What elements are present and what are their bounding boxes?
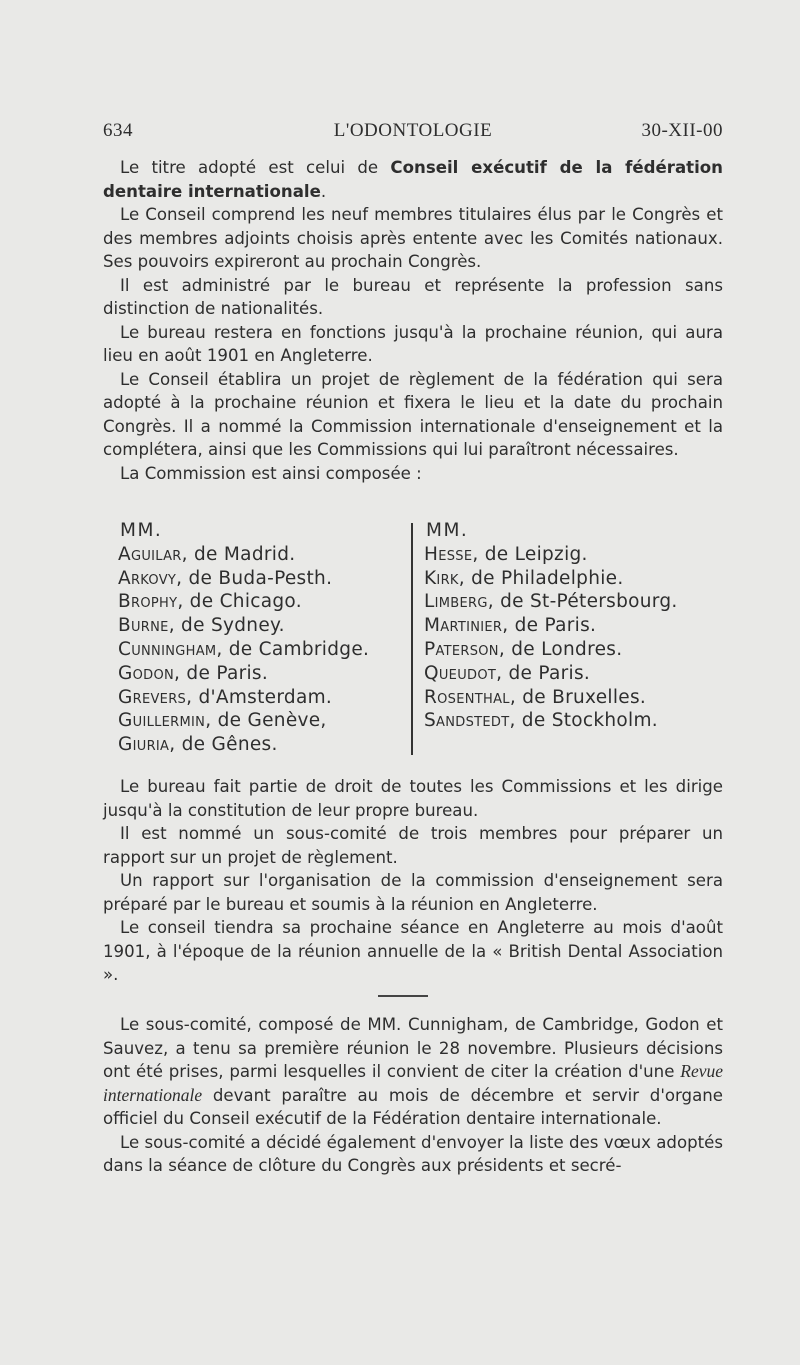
member-entry xyxy=(424,614,678,638)
member-name: Sandstedt xyxy=(424,710,510,732)
paragraph: Le sous-comité a décidé également d'envoyer la liste des vœux adoptés dans la séance de clôture du Congrès aux présidents et secré- xyxy=(103,1132,723,1175)
member-city: , de Paris. xyxy=(174,662,269,684)
member-entry xyxy=(424,590,678,614)
paragraph xyxy=(103,156,723,203)
member-name: Guillermin xyxy=(118,710,206,732)
member-city: , de Cambridge. xyxy=(216,638,370,660)
running-header xyxy=(103,120,723,146)
member-name: Grevers xyxy=(118,686,187,708)
issue-date: 30-XII-00 xyxy=(641,120,723,141)
column-divider xyxy=(411,523,413,755)
paragraph: Il est nommé un sous-comité de trois membres pour préparer un rapport sur un projet de règlement. xyxy=(103,824,723,867)
member-entry xyxy=(118,567,369,591)
commission-member-list xyxy=(118,519,718,759)
paragraph: La Commission est ainsi composée : xyxy=(120,463,422,483)
member-name: Aguilar xyxy=(118,543,182,565)
member-entry xyxy=(118,590,369,614)
member-city: , de Gênes. xyxy=(169,734,278,756)
paragraph-text: Le sous-comité, composé de MM. Cunnigham, de Cambridge, Godon et Sauvez, a tenu sa première réunion le 28 novembre. Plusieurs décisions ont été prises, parmi lesquelles il convient de citer la création d'une xyxy=(103,1015,723,1081)
member-city: , d'Amsterdam. xyxy=(186,686,333,708)
section-separator xyxy=(378,995,428,997)
member-name: Giuria xyxy=(118,734,170,756)
member-entry xyxy=(424,543,678,567)
member-entry xyxy=(424,686,678,710)
member-name: Rosenthal xyxy=(424,686,510,708)
paragraph xyxy=(103,1013,723,1131)
column-heading: MM. xyxy=(426,520,469,541)
paragraph-text: devant paraître au mois de décembre et servir d'organe officiel du Conseil exécutif de la Fédération dentaire internationale. xyxy=(103,1085,723,1128)
member-column-left xyxy=(118,519,369,757)
member-name: Kirk xyxy=(424,567,459,589)
member-city: , de Philadelphie. xyxy=(458,567,624,589)
member-entry xyxy=(118,543,369,567)
member-entry xyxy=(424,662,678,686)
member-city: , de Sydney. xyxy=(168,615,285,637)
member-entry xyxy=(424,709,678,733)
member-entry xyxy=(118,733,369,757)
member-name: Paterson xyxy=(424,638,499,660)
column-heading: MM. xyxy=(120,520,163,541)
member-entry xyxy=(118,614,369,638)
member-column-right xyxy=(424,519,678,733)
paragraph: Le bureau fait partie de droit de toutes les Commissions et les dirige jusqu'à la constitution de leur propre bureau. xyxy=(103,777,723,820)
member-city: , de Genève, xyxy=(205,710,327,732)
journal-title: L'ODONTOLOGIE xyxy=(333,120,493,141)
member-name: Arkovy xyxy=(118,567,177,589)
member-entry xyxy=(118,686,369,710)
page-number: 634 xyxy=(103,120,133,141)
member-city: , de Leipzig. xyxy=(472,543,588,565)
member-city: , de Chicago. xyxy=(177,591,302,613)
member-city: , de Paris. xyxy=(502,615,597,637)
paragraph: Un rapport sur l'organisation de la commission d'enseignement sera préparé par le bureau et soumis à la réunion en Angleterre. xyxy=(103,871,723,914)
middle-paragraphs xyxy=(103,775,723,987)
member-city: , de Stockholm. xyxy=(509,710,658,732)
member-name: Brophy xyxy=(118,591,178,613)
review-title: Revue internationale xyxy=(103,1061,723,1105)
member-name: Martinier xyxy=(424,615,503,637)
paragraph: Le Conseil comprend les neuf membres titulaires élus par le Congrès et des membres adjoints choisis après entente avec les Comités nationaux. Ses pouvoirs expireront au prochain Congrès. xyxy=(103,205,723,271)
member-entry xyxy=(118,709,369,733)
member-entry xyxy=(424,567,678,591)
member-name: Burne xyxy=(118,615,169,637)
member-city: , de Paris. xyxy=(496,662,591,684)
member-name: Limberg xyxy=(424,591,488,613)
bottom-paragraphs xyxy=(103,1013,723,1178)
council-name: Conseil exécutif de la fédération dentaire internationale xyxy=(103,158,723,201)
paragraph: Il est administré par le bureau et représente la profession sans distinction de nationalités. xyxy=(103,275,723,318)
member-name: Queudot xyxy=(424,662,497,684)
paragraph-end: . xyxy=(320,181,327,201)
member-entry xyxy=(118,662,369,686)
paragraph-text: Le titre adopté est celui de xyxy=(120,158,391,177)
top-paragraphs xyxy=(103,156,723,485)
paragraph: Le conseil tiendra sa prochaine séance en Angleterre au mois d'août 1901, à l'époque de la réunion annuelle de la « British Dental Association ». xyxy=(103,918,723,984)
member-name: Godon xyxy=(118,662,175,684)
member-entry xyxy=(118,638,369,662)
member-name: Hesse xyxy=(424,543,473,565)
member-city: , de St-Pétersbourg. xyxy=(487,591,678,613)
member-entry xyxy=(424,638,678,662)
paragraph: Le Conseil établira un projet de règlement de la fédération qui sera adopté à la prochaine réunion et fixera le lieu et la date du prochain Congrès. Il a nommé la Commission internationale d'enseignement et la complétera, ainsi que les Commissions qui lui paraîtront nécessaires. xyxy=(103,369,723,459)
member-city: , de Buda-Pesth. xyxy=(176,567,333,589)
member-name: Cunningham xyxy=(118,638,217,660)
paragraph: Le bureau restera en fonctions jusqu'à la prochaine réunion, qui aura lieu en août 1901 en Angleterre. xyxy=(103,322,723,365)
member-city: , de Madrid. xyxy=(181,543,296,565)
member-city: , de Londres. xyxy=(498,638,623,660)
member-city: , de Bruxelles. xyxy=(509,686,647,708)
